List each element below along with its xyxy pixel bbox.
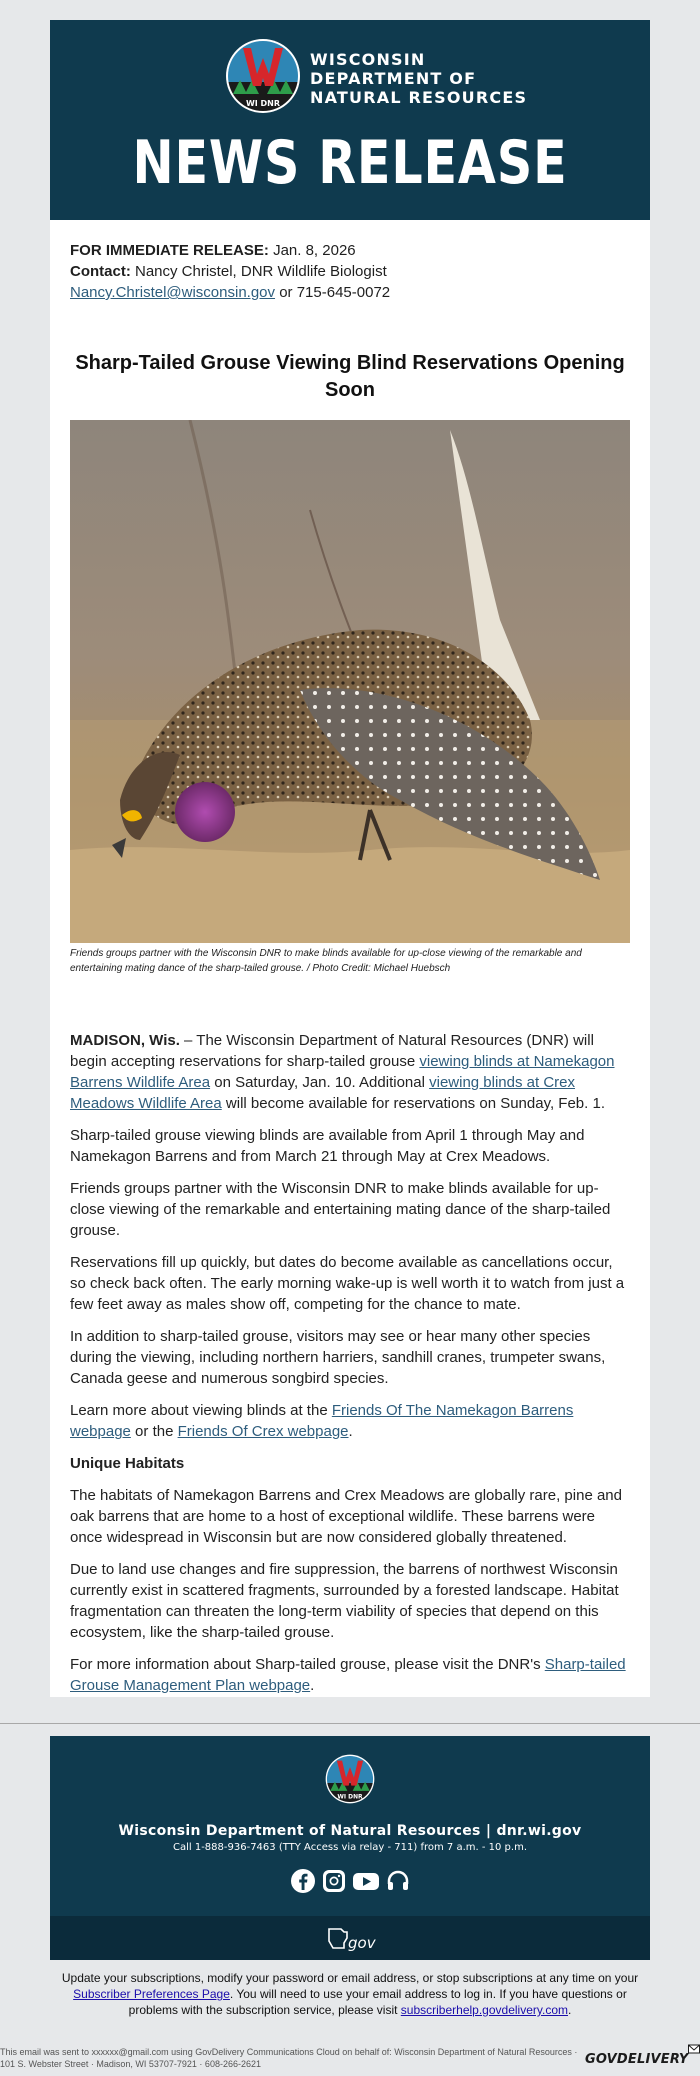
contact-line [70,261,630,282]
subscribe-text-2: . You will need to use your email address to log in. If you have questions or problems with the subscription service, please visit [128,1987,627,2017]
paragraph-9 [70,1654,630,1696]
p6-text-1: Learn more about viewing blinds at the [70,1402,332,1419]
paragraph-8: Due to land use changes and fire suppression, the barrens of northwest Wisconsin currently exist in scattered fragments, surrounded by a forested landscape. Habitat fragmentation can threaten the long-term viability of species that depend on this ecosystem, like the sharp-tailed grouse. [70,1561,619,1641]
article-body [70,1030,630,1707]
grouse-photo [70,420,630,943]
wisconsin-gov-logo[interactable] [325,1926,377,1952]
paragraph-6 [70,1400,630,1442]
podcast-icon[interactable] [385,1868,411,1894]
agency-line-3: NATURAL RESOURCES [310,88,528,107]
subheading-unique-habitats: Unique Habitats [70,1455,185,1472]
subscriber-preferences-link[interactable]: Subscriber Preferences Page [73,1987,230,2001]
paragraph-7: The habitats of Namekagon Barrens and Crex Meadows are globally rare, pine and oak barrens that are home to a host of exceptional wildlife. These barrens were once widespread in Wisconsin but are now considered globally threatened. [70,1487,622,1546]
p6-text-2: or the [130,1423,178,1440]
paragraph-3: Friends groups partner with the Wisconsin DNR to make blinds available for up-close viewing of the remarkable and entertaining mating dance of the sharp-tailed grouse. [70,1180,611,1239]
p9-text-1: For more information about Sharp-tailed grouse, please visit the DNR's [70,1656,545,1673]
p1-text-1: – The Wisconsin Department of Natural Resources (DNR) will begin accepting reservations for sharp-tailed grouse [70,1032,594,1070]
namekagon-blinds-link[interactable]: viewing blinds at Namekagon Barrens Wildlife Area [70,1053,615,1091]
p1-text-2: on Saturday, Jan. 10. Additional [210,1074,430,1091]
namekagon-friends-link[interactable]: Friends Of The Namekagon Barrens webpage [70,1402,574,1440]
dateline: MADISON, Wis. [70,1032,180,1049]
footer-org-name[interactable]: Wisconsin Department of Natural Resources | dnr.wi.gov [118,1823,582,1839]
p1-text-3: will become available for reservations on Sunday, Feb. 1. [221,1095,605,1112]
subscriber-help-link[interactable]: subscriberhelp.govdelivery.com [400,2003,568,2017]
instagram-icon[interactable] [321,1868,347,1894]
subscription-notice [50,1970,650,2018]
p6-text-3: . [348,1423,353,1440]
facebook-icon[interactable] [290,1868,316,1894]
news-release-headline: NEWS RELEASE [132,128,568,198]
email-sent-icon [688,2044,700,2054]
footer-phone: Call 1-888-936-7463 (TTY Access via relay - 711) from 7 a.m. - 10 p.m. [172,1842,527,1853]
release-meta [70,240,630,303]
paragraph-2: Sharp-tailed grouse viewing blinds are available from April 1 through May and Namekagon Barrens and from March 21 through May at Crex Meadows. [70,1127,585,1165]
release-date: Jan. 8, 2026 [273,242,356,259]
footer-banner [50,1736,650,1960]
contact-label: Contact: [70,263,131,280]
agency-line-2: DEPARTMENT OF [310,69,477,88]
contact-phone: 715-645-0072 [296,284,391,301]
wi-dnr-footer-logo [325,1754,375,1804]
email-card [50,20,650,1697]
social-links [290,1868,410,1894]
wi-dnr-logo [225,38,301,114]
crex-blinds-link[interactable]: viewing blinds at Crex Meadows Wildlife Area [70,1074,576,1112]
agency-line-1: WISCONSIN [310,50,426,69]
crex-friends-link[interactable]: Friends Of Crex webpage [177,1423,349,1440]
legal-notice: This email was sent to xxxxxx@gmail.com using GovDelivery Communications Cloud on behalf of: Wisconsin Department of Natural Resources · 101 S. Webster Street · Madison, WI 53707-7921 · 608-266-2621 [0,2047,578,2069]
svg-text:gov: gov [348,1934,376,1952]
subscribe-text-1: Update your subscriptions, modify your password or email address, or stop subscriptions at any time on your [61,1971,639,1985]
contact-info-line [70,282,630,303]
paragraph-4: Reservations fill up quickly, but dates do become available as cancellations occur, so check back often. The early morning wake-up is well worth it to watch from just a few feet away as males show off, competing for the chance to mate. [70,1254,625,1313]
management-plan-link[interactable]: Sharp-tailed Grouse Management Plan webpage [70,1656,626,1694]
contact-or: or [279,284,293,301]
svg-text:WI DNR: WI DNR [245,99,281,108]
agency-name [310,50,527,107]
svg-text:WI DNR: WI DNR [337,1794,363,1801]
govdelivery-logo[interactable]: GOVDELIVERY [585,2052,689,2067]
release-date-line [70,240,630,261]
release-label: FOR IMMEDIATE RELEASE: [70,242,269,259]
gov-subfooter [50,1916,650,1960]
youtube-icon[interactable] [352,1868,378,1894]
p9-text-2: . [310,1677,315,1694]
contact-email-link[interactable]: Nancy.Christel@wisconsin.gov [70,284,276,301]
article-title: Sharp-Tailed Grouse Viewing Blind Reservations Opening Soon [75,352,625,401]
header-banner [50,20,650,220]
paragraph-5: In addition to sharp-tailed grouse, visitors may see or hear many other species during the viewing, including northern harriers, sandhill cranes, trumpeter swans, Canada geese and numerous songbird species. [70,1328,606,1387]
grouse-photo-illustration [70,420,630,943]
contact-name: Nancy Christel, DNR Wildlife Biologist [135,263,387,280]
paragraph-1 [70,1030,630,1114]
photo-caption: Friends groups partner with the Wisconsin DNR to make blinds available for up-close viewing of the remarkable and entertaining mating dance of the sharp-tailed grouse. / Photo Credit: Michael Huebsch [70,948,582,974]
footer-divider [0,1723,700,1724]
subscribe-text-3: . [567,2003,572,2017]
